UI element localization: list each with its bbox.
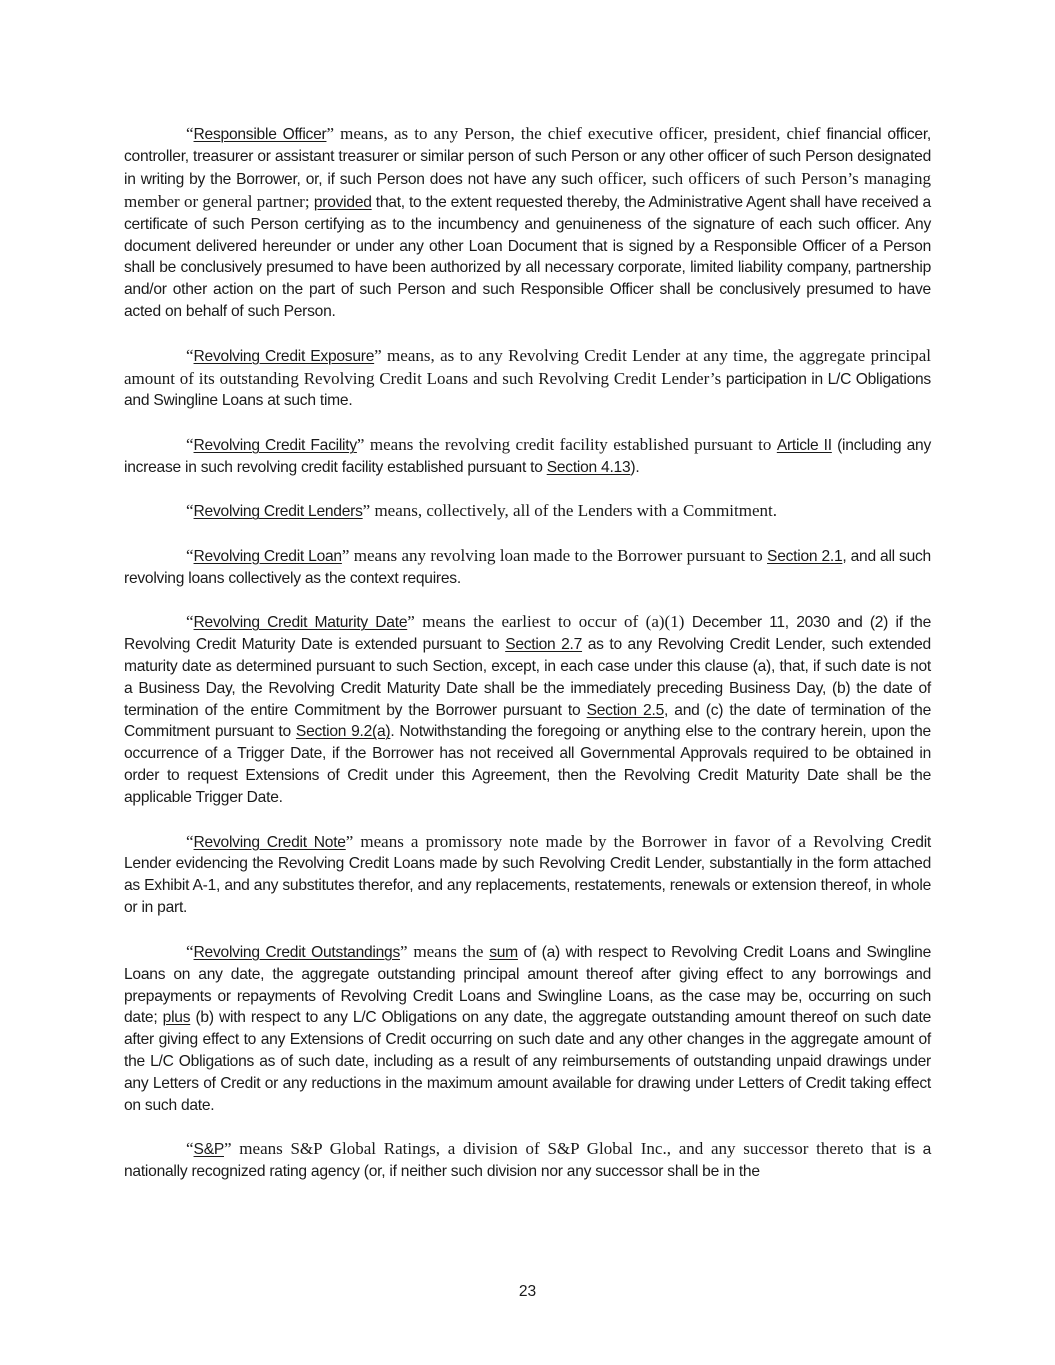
open-quote: “ (186, 545, 194, 565)
defined-term: Revolving Credit Note (193, 833, 346, 851)
definition-text: , and all such revolving loans collectively as the context requires. (124, 547, 931, 587)
document-page (124, 123, 931, 1205)
definition-text: financial officer, controller, treasurer or assistant treasurer or similar person of such Person or any other officer of such Person designated in writing by the Borrower, or, if such Person does not have any such (124, 126, 931, 188)
close-quote: ” (356, 434, 365, 454)
open-quote: “ (186, 941, 194, 961)
cross-reference: provided (313, 193, 372, 211)
definition-text: participation in L/C Obligations and Swingline Loans at such time. (124, 370, 931, 410)
definition-text: means the (407, 941, 490, 961)
close-quote: ” (224, 1139, 232, 1159)
close-quote: ” (326, 124, 335, 143)
definition-text: means, collectively, all of the Lenders with a Commitment. (370, 501, 777, 521)
definition-revolving-credit-outstandings (124, 941, 931, 1117)
open-quote: “ (186, 501, 194, 521)
defined-term: Revolving Credit Outstandings (193, 943, 401, 961)
defined-term: Revolving Credit Lenders (193, 503, 363, 521)
definition-text: as to any Revolving Credit Lender, such extended maturity date as determined pursuant to such Section, except, in each case under this clause (a), that, if such date is not a Business Day, the Revolving Credit Maturity Date shall be the immediately preceding Business Day, (b) the date of termination of the entire Commitment by the Borrower pursuant to (124, 635, 931, 719)
definition-text: December 11, 2030 and (2) if the Revolving Credit Maturity Date is extended pursuant to (124, 613, 932, 653)
close-quote: ” (407, 611, 415, 631)
defined-term: S&P (193, 1141, 224, 1159)
defined-term: Revolving Credit Loan (193, 547, 342, 565)
definition-text: , and (c) the date of termination of the Commitment pursuant to (124, 701, 932, 741)
definition-text: officer, such officers of such Person’s managing member or general partner; (124, 168, 931, 211)
defined-term: Responsible Officer (193, 126, 327, 143)
definition-responsible-officer (124, 123, 931, 323)
definition-text: of (a) with respect to Revolving Credit Loans and Swingline Loans on any date, the aggregate outstanding principal amount thereof after giving effect to any borrowings and prepayments or repayments of Revolving Credit Loans and Swingline Loans, as the case may be, occurring on such date; (124, 943, 931, 1027)
definition-text: means the earliest to occur of (a)(1) (414, 611, 692, 631)
open-quote: “ (186, 611, 194, 631)
cross-reference: Section 9.2(a) (295, 723, 391, 741)
definition-revolving-credit-note (124, 831, 931, 920)
definition-text: Credit Lender evidencing the Revolving Credit Loans made by such Revolving Credit Lender, substantially in the form attached as Exhibit A-1, and any substitutes therefor, and any replacements, restatements, renewals or extension thereof, in whole or in part. (124, 833, 931, 917)
open-quote: “ (186, 124, 194, 143)
definition-text: means any revolving loan made to the Borrower pursuant to (349, 545, 768, 565)
open-quote: “ (186, 1139, 194, 1159)
definition-text: means a promissory note made by the Borrower in favor of a Revolving (353, 831, 884, 851)
definition-revolving-credit-exposure (124, 345, 931, 413)
definition-revolving-credit-maturity-date (124, 611, 931, 809)
definition-text: ). (630, 458, 640, 476)
open-quote: “ (186, 831, 194, 851)
cross-reference: Section 2.1 (767, 547, 843, 565)
definition-text: that, to the extent requested thereby, the Administrative Agent shall have received a certificate of such Person certifying as to the incumbency and genuineness of the signature of each such officer. Any document delivered hereunder or under any other Loan Document that is signed by a Responsible Officer of a Person shall be conclusively presumed to have been authorized by all necessary corporate, limited liability company, partnership and/or other action on the part of such Person and such Responsible Officer shall be conclusively presumed to have acted on behalf of such Person. (124, 193, 931, 321)
defined-term: Revolving Credit Facility (193, 436, 357, 454)
cross-reference: Section 2.7 (505, 635, 583, 653)
definition-text: means, as to any Person, the chief executive officer, president, chief (334, 124, 821, 143)
definition-text: . Notwithstanding the foregoing or anything else to the contrary herein, upon the occurrence of a Trigger Date, if the Borrower has not received all Governmental Approvals required to be obtained in order to request Extensions of Credit under this Agreement, then the Revolving Credit Maturity Date shall be the applicable Trigger Date. (124, 723, 931, 807)
definition-text: means the revolving credit facility established pursuant to (364, 434, 777, 454)
definition-text: (including any increase in such revolving credit facility established pursuant to (124, 436, 931, 476)
definition-revolving-credit-loan (124, 545, 931, 590)
cross-reference: sum (489, 943, 518, 961)
open-quote: “ (186, 345, 194, 365)
open-quote: “ (186, 434, 194, 454)
defined-term: Revolving Credit Exposure (193, 347, 375, 365)
cross-reference: Article II (776, 436, 832, 454)
cross-reference: Section 2.5 (586, 701, 664, 719)
definition-revolving-credit-facility (124, 434, 931, 479)
definition-s-and-p (124, 1138, 931, 1183)
definition-text: means S&P Global Ratings, a division of S&P Global Inc., and any successor thereto that (231, 1139, 897, 1159)
cross-reference: Section 4.13 (546, 458, 631, 476)
close-quote: ” (400, 941, 408, 961)
close-quote: ” (341, 545, 350, 565)
page-number: 23 (518, 1283, 537, 1300)
definition-text: means, as to any Revolving Credit Lender at any time, the aggregate principal amount of its outstanding Revolving Credit Loans and such Revolving Credit Lender’s (124, 345, 931, 388)
cross-reference: plus (162, 1009, 191, 1027)
definition-revolving-credit-lenders (124, 500, 931, 523)
close-quote: ” (362, 501, 371, 521)
definition-text: is a nationally recognized rating agency (or, if neither such division nor any successor shall be in the (124, 1141, 931, 1181)
close-quote: ” (345, 831, 354, 851)
defined-term: Revolving Credit Maturity Date (193, 613, 408, 631)
close-quote: ” (374, 345, 382, 365)
definition-text: (b) with respect to any L/C Obligations on any date, the aggregate outstanding amount thereof on such date after giving effect to any Extensions of Credit occurring on such date and any other changes in the aggregate amount of the L/C Obligations as of such date, including as a result of any reimbursements of outstanding unpaid drawings under any Letters of Credit or any reductions in the maximum amount available for drawing under Letters of Credit taking effect on such date. (124, 1009, 931, 1115)
